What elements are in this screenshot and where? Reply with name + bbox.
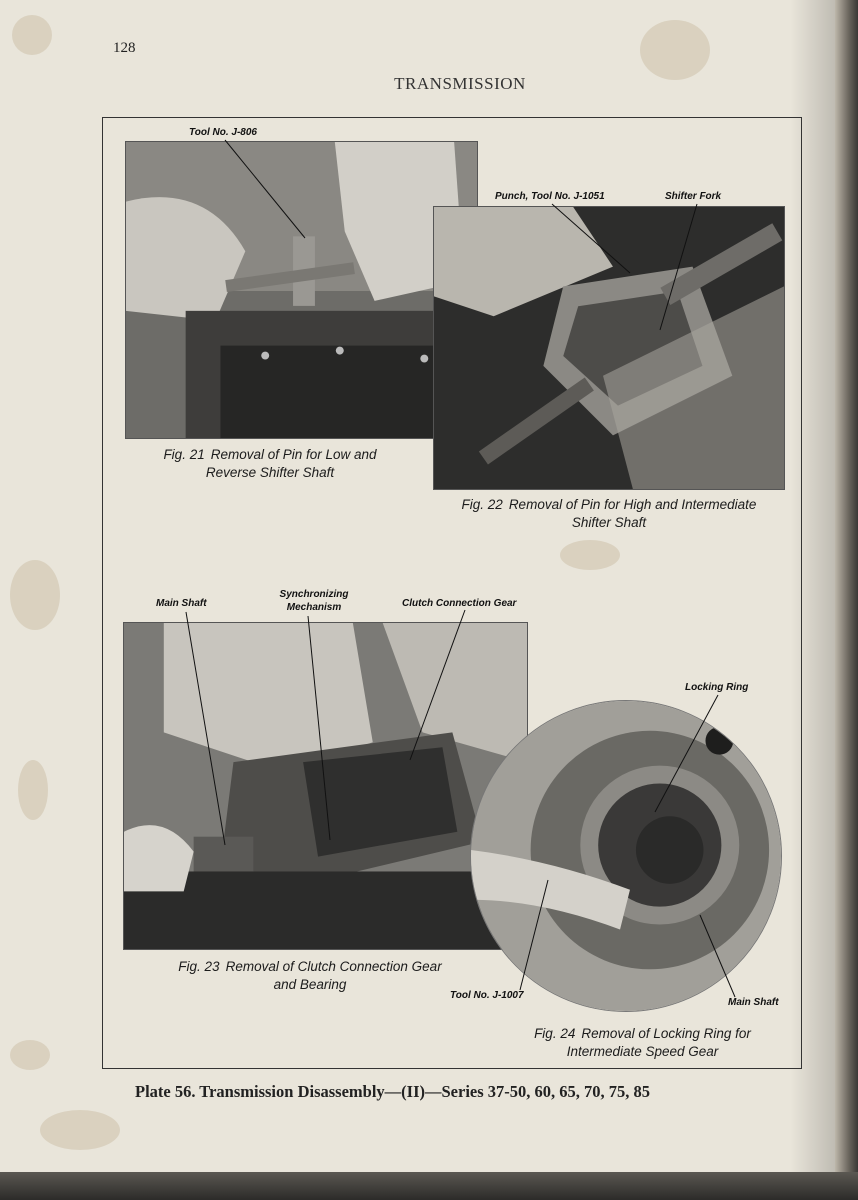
fig-21-caption-line1: Removal of Pin for Low and [210,447,377,462]
stain [10,560,60,630]
fig-24-label: Fig. 24 [534,1026,576,1041]
fig-23-label: Fig. 23 [178,959,220,974]
callout-tool-j1007: Tool No. J-1007 [450,990,524,1001]
page-number: 128 [113,40,136,56]
fig-24-photo [470,700,782,1012]
fig-21-caption-line2: Reverse Shifter Shaft [205,465,335,480]
book-spine [835,0,858,1200]
fig-22-caption-line2: Shifter Shaft [571,515,647,530]
stain [40,1110,120,1150]
stain [18,760,48,820]
fig-21-photo [125,141,478,439]
callout-main-shaft: Main Shaft [156,598,207,609]
fig-23-caption-line2: and Bearing [273,977,347,992]
fig-22-caption-line1: Removal of Pin for High and Intermediate [508,497,757,512]
fig-23-caption [140,958,480,994]
callout-locking-ring: Locking Ring [685,682,749,693]
callout-tool-j806: Tool No. J-806 [189,127,257,138]
callout-shifter-fork: Shifter Fork [665,191,722,202]
fig-23-caption-line1: Removal of Clutch Connection Gear [225,959,442,974]
fig-22-caption [430,496,788,532]
scan-bottom-edge [0,1172,858,1200]
fig-22-photo [433,206,785,490]
stain [640,20,710,80]
stain [10,1040,50,1070]
fig-24-caption-line2: Intermediate Speed Gear [566,1044,719,1059]
fig-21-caption [140,446,400,482]
callout-synchronizing-mechanism [272,588,356,614]
callout-clutch-connection-gear: Clutch Connection Gear [402,598,517,609]
callout-punch-tool-j1051: Punch, Tool No. J-1051 [495,191,605,202]
fig-23-photo [123,622,528,950]
fig-24-caption [500,1025,785,1061]
stain [12,15,52,55]
running-head: TRANSMISSION [394,74,526,93]
callout-synchronizing-line1: Synchronizing [279,589,349,600]
fig-22-label: Fig. 22 [461,497,503,512]
callout-main-shaft-fig24: Main Shaft [728,997,779,1008]
fig-21-label: Fig. 21 [163,447,205,462]
fig-24-caption-line1: Removal of Locking Ring for [581,1026,751,1041]
plate-caption: Plate 56. Transmission Disassembly—(II)—Series 37-50, 60, 65, 70, 75, 85 [135,1082,651,1101]
callout-synchronizing-line2: Mechanism [286,602,342,613]
